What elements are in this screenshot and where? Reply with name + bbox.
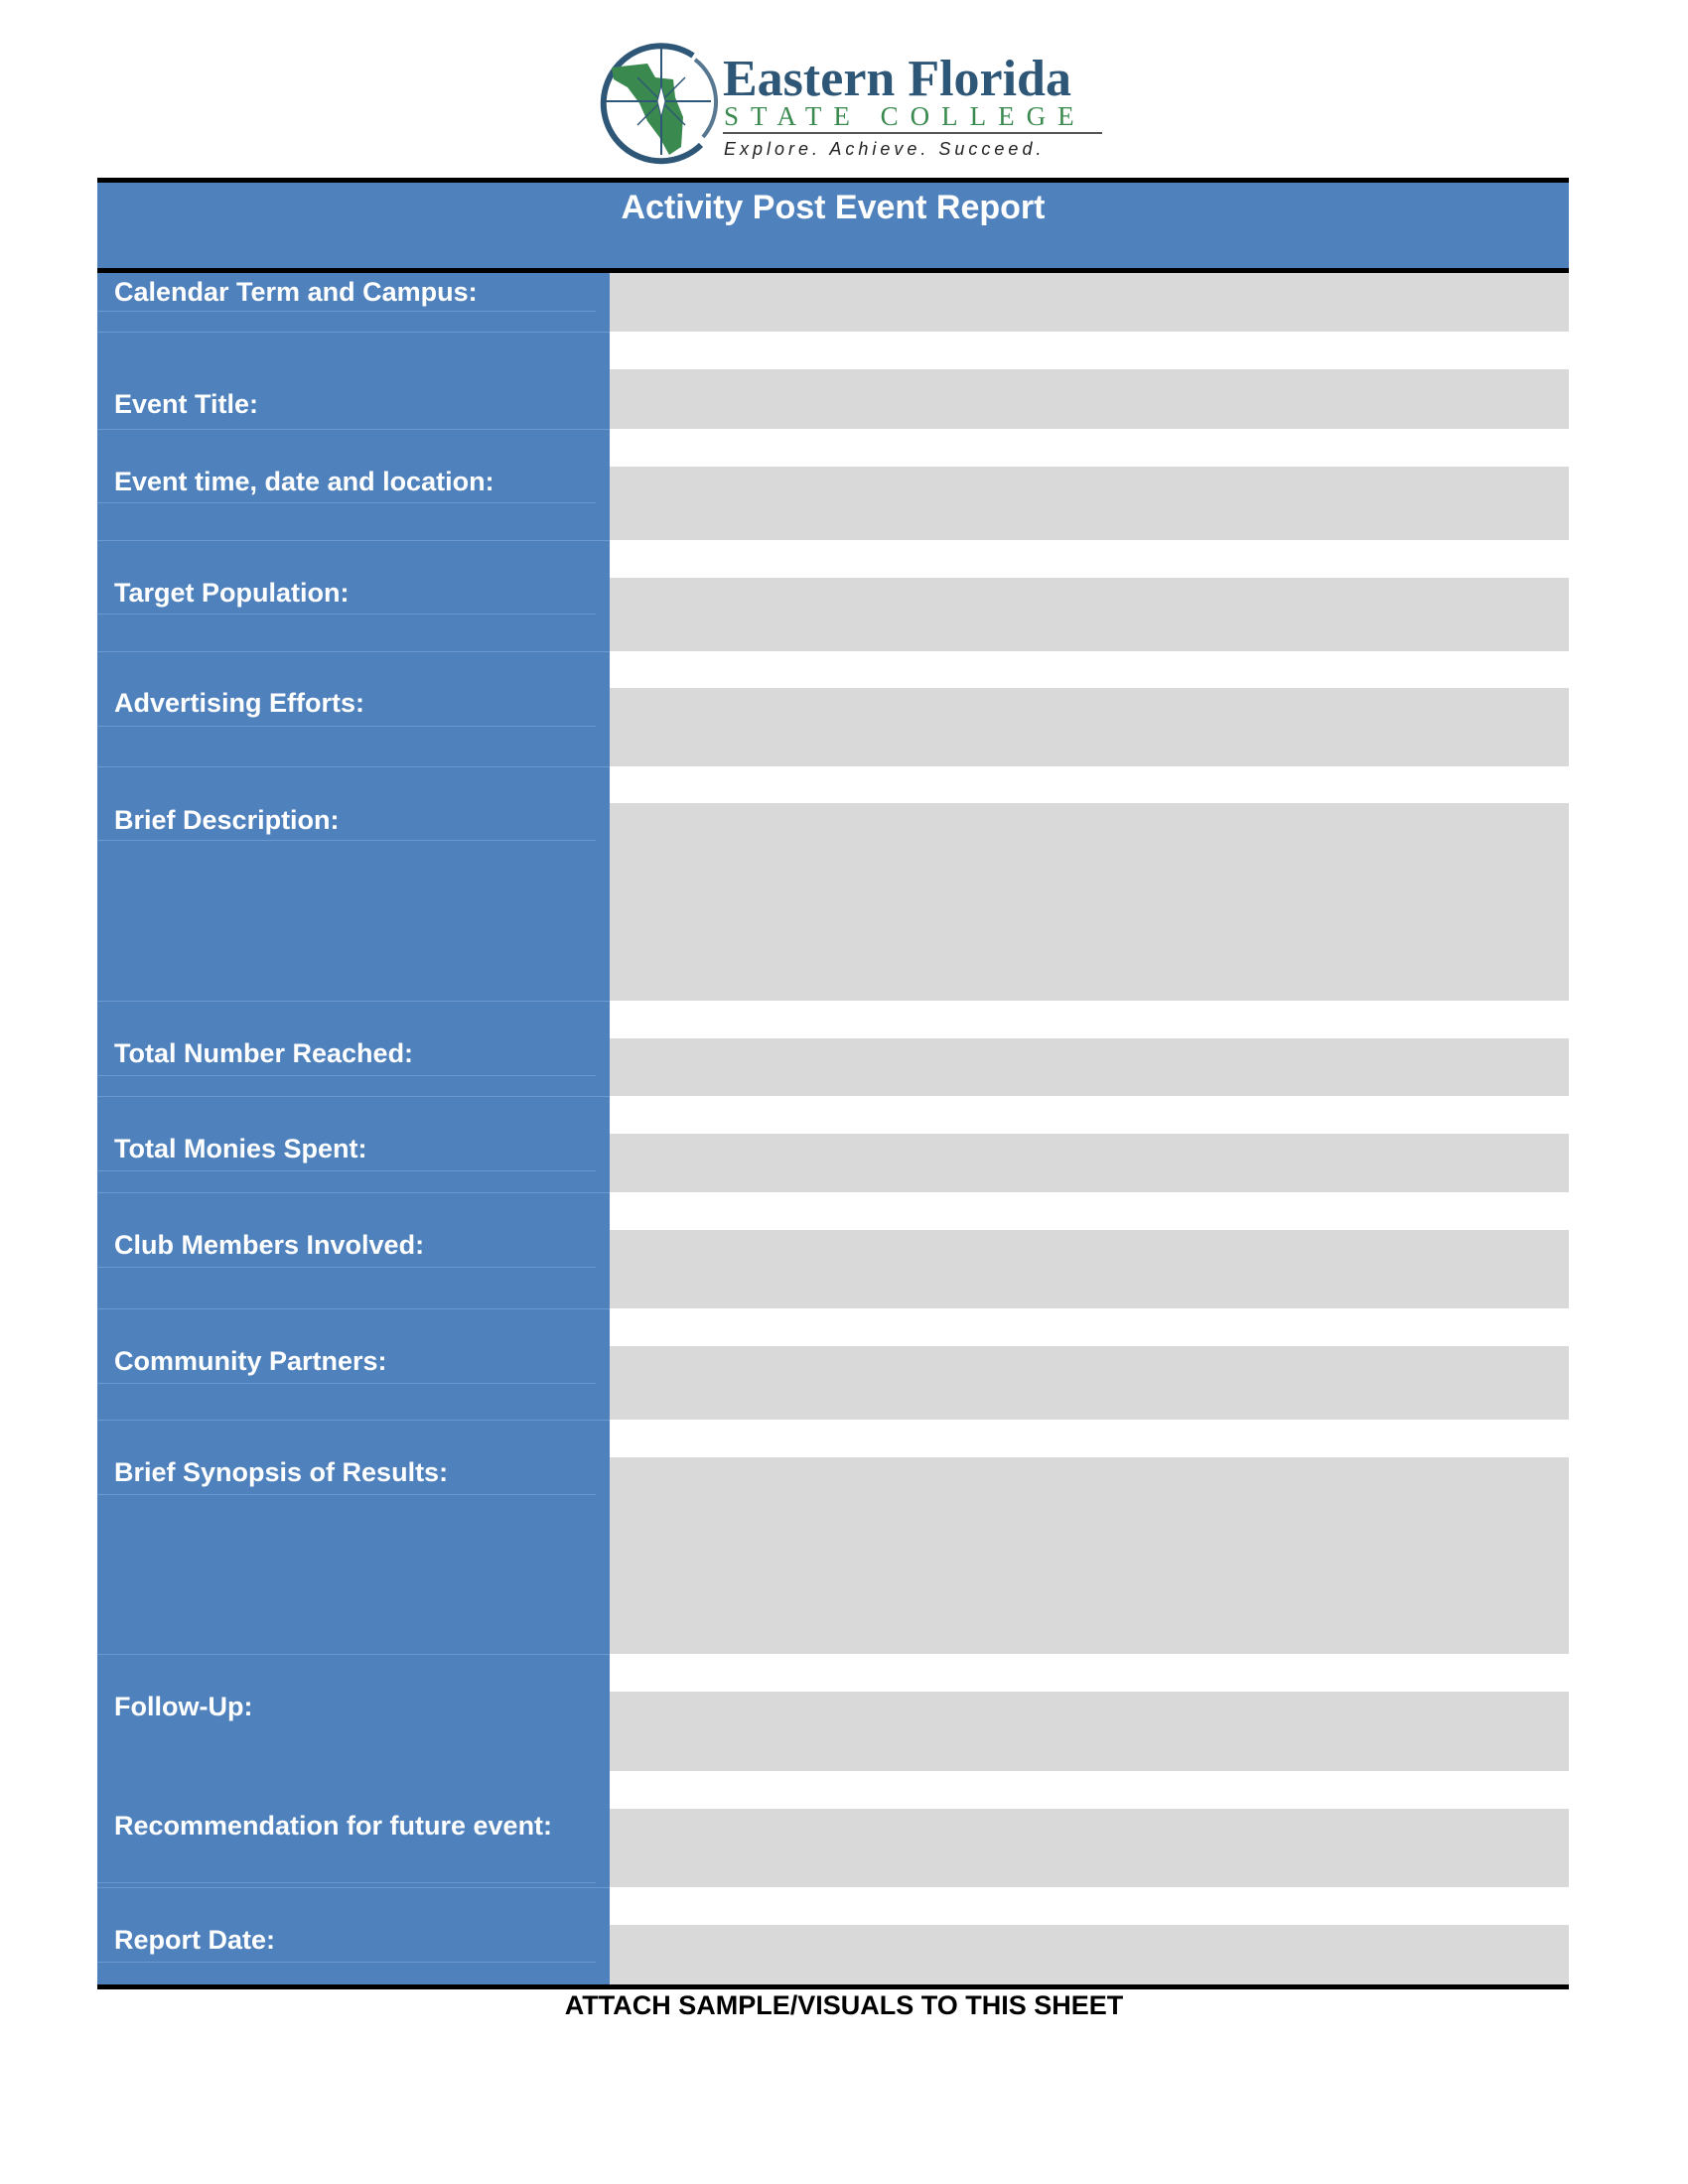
event-title-input[interactable] (610, 369, 1569, 429)
form-row-event-time (97, 467, 1569, 578)
field-label: Brief Description: (114, 805, 340, 835)
follow-up-input[interactable] (610, 1692, 1569, 1771)
field-label: Advertising Efforts: (114, 688, 365, 718)
form-row-total-monies (97, 1134, 1569, 1230)
field-label: Follow-Up: (114, 1692, 253, 1721)
compass-florida-icon (604, 46, 716, 161)
form-title: Activity Post Event Report (621, 189, 1046, 226)
field-label: Recommendation for future event: (114, 1811, 553, 1841)
field-label: Total Number Reached: (114, 1038, 414, 1068)
form-row-total-number (97, 1038, 1569, 1134)
form-row-target-population (97, 578, 1569, 688)
svg-text:Eastern Florida: Eastern Florida (723, 51, 1071, 107)
synopsis-textarea[interactable] (610, 1457, 1569, 1654)
event-time-input[interactable] (610, 467, 1569, 540)
form-row-advertising (97, 688, 1569, 803)
form-row-club-members (97, 1230, 1569, 1346)
brief-description-textarea[interactable] (610, 803, 1569, 1001)
target-population-input[interactable] (610, 578, 1569, 651)
calendar-term-input[interactable] (610, 273, 1569, 332)
field-label: Total Monies Spent: (114, 1134, 367, 1163)
form-row-report-date (97, 1925, 1569, 1984)
total-monies-input[interactable] (610, 1134, 1569, 1192)
field-label: Target Population: (114, 578, 350, 608)
advertising-input[interactable] (610, 688, 1569, 766)
total-number-input[interactable] (610, 1038, 1569, 1096)
field-label: Club Members Involved: (114, 1230, 425, 1260)
bottom-rule (97, 1984, 1569, 1989)
form-row-calendar-term (97, 273, 1569, 369)
form-row-follow-up (97, 1692, 1569, 1809)
form-row-event-title (97, 369, 1569, 467)
attach-note: ATTACH SAMPLE/VISUALS TO THIS SHEET (564, 1990, 1124, 2020)
form-header (97, 183, 1569, 268)
form-row-recommendation (97, 1809, 1569, 1925)
svg-text:Explore. Achieve. Succeed.: Explore. Achieve. Succeed. (724, 139, 1046, 159)
form-row-synopsis (97, 1457, 1569, 1692)
field-label: Event time, date and location: (114, 467, 494, 496)
field-label: Event Title: (114, 389, 259, 419)
svg-text:STATE COLLEGE: STATE COLLEGE (724, 101, 1086, 131)
report-date-input[interactable] (610, 1925, 1569, 1984)
community-partners-input[interactable] (610, 1346, 1569, 1420)
club-members-input[interactable] (610, 1230, 1569, 1308)
recommendation-input[interactable] (610, 1809, 1569, 1887)
college-logo (584, 38, 1105, 167)
form-row-community-partners (97, 1346, 1569, 1457)
field-label: Brief Synopsis of Results: (114, 1457, 449, 1487)
field-label: Report Date: (114, 1925, 276, 1955)
field-label: Calendar Term and Campus: (114, 277, 478, 307)
form-row-brief-description (97, 803, 1569, 1038)
field-label: Community Partners: (114, 1346, 387, 1376)
